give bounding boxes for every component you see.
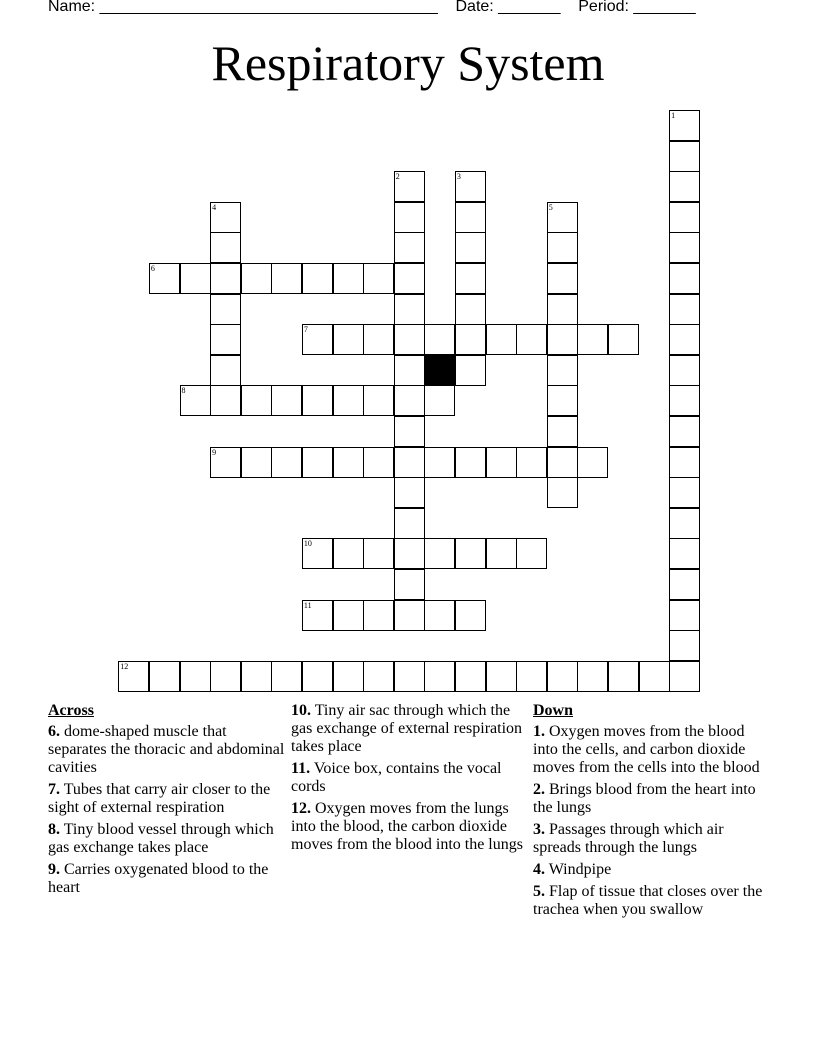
clue-text: Tiny blood vessel through which gas exchange takes place xyxy=(48,821,274,856)
crossword-cell[interactable] xyxy=(669,324,700,355)
crossword-cell[interactable] xyxy=(180,263,211,294)
crossword-cell[interactable] xyxy=(669,294,700,325)
crossword-cell[interactable] xyxy=(424,385,455,416)
crossword-cell[interactable] xyxy=(639,661,670,692)
clue-down-2 xyxy=(533,781,773,817)
crossword-cell[interactable] xyxy=(394,324,425,355)
crossword-cell[interactable] xyxy=(394,661,425,692)
crossword-cell[interactable] xyxy=(241,447,272,478)
across-clues-column xyxy=(48,702,288,901)
crossword-cell[interactable] xyxy=(149,661,180,692)
clue-text: Voice box, contains the vocal cords xyxy=(291,760,502,795)
clue-number: 7. xyxy=(48,781,60,798)
crossword-cell[interactable] xyxy=(669,477,700,508)
crossword-cell[interactable] xyxy=(394,569,425,600)
black-square xyxy=(424,355,455,386)
crossword-cell[interactable] xyxy=(210,324,241,355)
crossword-cell[interactable] xyxy=(394,538,425,569)
crossword-cell[interactable] xyxy=(210,202,241,233)
cell-number: 9 xyxy=(212,447,217,457)
cell-number: 8 xyxy=(181,386,186,396)
crossword-cell[interactable] xyxy=(669,232,700,263)
across-clues-column-continued xyxy=(291,702,531,858)
cell-number: 10 xyxy=(303,539,312,549)
clue-across-7 xyxy=(48,781,288,817)
crossword-cell[interactable] xyxy=(333,447,364,478)
crossword-cell[interactable] xyxy=(455,447,486,478)
crossword-cell[interactable] xyxy=(516,447,547,478)
crossword-cell[interactable] xyxy=(455,263,486,294)
clue-across-10 xyxy=(291,702,531,756)
clue-number: 4. xyxy=(533,861,545,878)
crossword-cell[interactable] xyxy=(608,324,639,355)
crossword-cell[interactable] xyxy=(302,661,333,692)
crossword-cell[interactable] xyxy=(302,263,333,294)
crossword-cell[interactable] xyxy=(394,294,425,325)
crossword-cell[interactable] xyxy=(547,385,578,416)
clue-across-8 xyxy=(48,821,288,857)
crossword-cell[interactable] xyxy=(669,569,700,600)
crossword-cell[interactable] xyxy=(180,385,211,416)
crossword-cell[interactable] xyxy=(669,171,700,202)
crossword-cell[interactable] xyxy=(394,171,425,202)
clue-down-5 xyxy=(533,883,773,919)
crossword-cell[interactable] xyxy=(547,232,578,263)
clue-number: 5. xyxy=(533,883,545,900)
crossword-cell[interactable] xyxy=(210,661,241,692)
crossword-cell[interactable] xyxy=(547,661,578,692)
crossword-cell[interactable] xyxy=(394,447,425,478)
crossword-cell[interactable] xyxy=(241,385,272,416)
clue-down-3 xyxy=(533,821,773,857)
crossword-cell[interactable] xyxy=(455,294,486,325)
clue-text: Windpipe xyxy=(548,861,612,878)
clue-text: Carries oxygenated blood to the heart xyxy=(48,861,269,896)
crossword-cell[interactable] xyxy=(333,538,364,569)
cell-number: 7 xyxy=(303,325,308,335)
crossword-cell[interactable] xyxy=(547,447,578,478)
crossword-cell[interactable] xyxy=(363,385,394,416)
crossword-cell[interactable] xyxy=(577,661,608,692)
crossword-cell[interactable] xyxy=(455,202,486,233)
crossword-cell[interactable] xyxy=(333,600,364,631)
crossword-cell[interactable] xyxy=(669,385,700,416)
cell-number: 2 xyxy=(395,172,400,182)
crossword-cell[interactable] xyxy=(394,263,425,294)
clue-across-12 xyxy=(291,800,531,854)
crossword-cell[interactable] xyxy=(210,232,241,263)
crossword-cell[interactable] xyxy=(669,416,700,447)
name-date-period-line: Name: ______________________________________ Date: _______ Period: _______ xyxy=(48,0,696,15)
crossword-cell[interactable] xyxy=(669,110,700,141)
crossword-cell[interactable] xyxy=(271,447,302,478)
clue-down-1 xyxy=(533,723,773,777)
crossword-cell[interactable] xyxy=(577,447,608,478)
across-heading: Across xyxy=(48,702,94,719)
crossword-cell[interactable] xyxy=(547,324,578,355)
crossword-cell[interactable] xyxy=(363,600,394,631)
crossword-cell[interactable] xyxy=(302,324,333,355)
crossword-cell[interactable] xyxy=(394,202,425,233)
clue-number: 9. xyxy=(48,861,60,878)
clue-number: 8. xyxy=(48,821,60,838)
crossword-cell[interactable] xyxy=(516,661,547,692)
crossword-cell[interactable] xyxy=(455,324,486,355)
clue-text: Oxygen moves from the lungs into the blood, the carbon dioxide moves from the blood into the lungs xyxy=(291,800,523,853)
cell-number: 11 xyxy=(303,600,312,610)
crossword-cell[interactable] xyxy=(363,263,394,294)
crossword-cell[interactable] xyxy=(455,538,486,569)
crossword-cell[interactable] xyxy=(180,661,211,692)
crossword-cell[interactable] xyxy=(455,600,486,631)
crossword-cell[interactable] xyxy=(210,355,241,386)
crossword-cell[interactable] xyxy=(516,324,547,355)
crossword-cell[interactable] xyxy=(302,385,333,416)
cell-number: 12 xyxy=(120,661,129,671)
crossword-cell[interactable] xyxy=(394,416,425,447)
clue-across-6 xyxy=(48,723,288,777)
crossword-cell[interactable] xyxy=(302,600,333,631)
cell-number: 6 xyxy=(150,264,155,273)
crossword-cell[interactable] xyxy=(333,385,364,416)
clue-text: Passages through which air spreads through the lungs xyxy=(533,821,724,856)
crossword-cell[interactable] xyxy=(547,202,578,233)
crossword-cell[interactable] xyxy=(363,538,394,569)
clue-number: 1. xyxy=(533,723,545,740)
crossword-cell[interactable] xyxy=(424,447,455,478)
crossword-cell[interactable] xyxy=(271,263,302,294)
crossword-cell[interactable] xyxy=(424,600,455,631)
crossword-cell[interactable] xyxy=(455,232,486,263)
crossword-cell[interactable] xyxy=(210,263,241,294)
crossword-cell[interactable] xyxy=(455,171,486,202)
crossword-cell[interactable] xyxy=(210,447,241,478)
crossword-cell[interactable] xyxy=(241,661,272,692)
crossword-cell[interactable] xyxy=(363,447,394,478)
crossword-cell[interactable] xyxy=(669,263,700,294)
crossword-cell[interactable] xyxy=(486,324,517,355)
clue-across-9 xyxy=(48,861,288,897)
crossword-cell[interactable] xyxy=(669,661,700,692)
crossword-cell[interactable] xyxy=(547,416,578,447)
cell-number: 4 xyxy=(212,202,217,212)
cell-number: 1 xyxy=(671,111,676,120)
crossword-cell[interactable] xyxy=(669,202,700,233)
crossword-cell[interactable] xyxy=(547,477,578,508)
crossword-cell[interactable] xyxy=(333,661,364,692)
crossword-cell[interactable] xyxy=(333,263,364,294)
clue-text: Oxygen moves from the blood into the cells, and carbon dioxide moves from the cells into the blood xyxy=(533,723,760,776)
clue-text: Brings blood from the heart into the lungs xyxy=(533,781,756,816)
down-heading: Down xyxy=(533,702,574,719)
crossword-cell[interactable] xyxy=(241,263,272,294)
crossword-cell[interactable] xyxy=(302,447,333,478)
clue-text: dome-shaped muscle that separates the thoracic and abdominal cavities xyxy=(48,723,285,776)
clue-number: 10. xyxy=(291,702,311,719)
crossword-cell[interactable] xyxy=(394,600,425,631)
crossword-cell[interactable] xyxy=(547,263,578,294)
crossword-cell[interactable] xyxy=(424,538,455,569)
crossword-cell[interactable] xyxy=(424,324,455,355)
crossword-cell[interactable] xyxy=(363,661,394,692)
down-clues-column xyxy=(533,702,773,923)
crossword-cell[interactable] xyxy=(547,355,578,386)
clue-number: 11. xyxy=(291,760,311,777)
crossword-cell[interactable] xyxy=(394,355,425,386)
cell-number: 3 xyxy=(456,172,461,182)
crossword-cell[interactable] xyxy=(669,447,700,478)
crossword-cell[interactable] xyxy=(333,324,364,355)
crossword-cell[interactable] xyxy=(394,385,425,416)
clue-number: 6. xyxy=(48,723,60,740)
crossword-cell[interactable] xyxy=(669,508,700,539)
clue-text: Tiny air sac through which the gas exchange of external respiration takes place xyxy=(291,702,523,755)
crossword-cell[interactable] xyxy=(486,661,517,692)
crossword-cell[interactable] xyxy=(424,661,455,692)
crossword-cell[interactable] xyxy=(394,232,425,263)
crossword-cell[interactable] xyxy=(118,661,149,692)
crossword-cell[interactable] xyxy=(577,324,608,355)
crossword-cell[interactable] xyxy=(363,324,394,355)
clue-number: 2. xyxy=(533,781,545,798)
crossword-cell[interactable] xyxy=(669,630,700,661)
crossword-cell[interactable] xyxy=(302,538,333,569)
clue-text: Flap of tissue that closes over the trachea when you swallow xyxy=(533,883,763,918)
crossword-cell[interactable] xyxy=(669,538,700,569)
crossword-cell[interactable] xyxy=(149,263,180,294)
cell-number: 5 xyxy=(548,202,553,212)
clue-across-11 xyxy=(291,760,531,796)
crossword-cell[interactable] xyxy=(455,661,486,692)
clue-number: 12. xyxy=(291,800,311,817)
crossword-cell[interactable] xyxy=(669,600,700,631)
crossword-cell[interactable] xyxy=(669,355,700,386)
crossword-cell[interactable] xyxy=(271,661,302,692)
crossword-cell[interactable] xyxy=(394,508,425,539)
crossword-cell[interactable] xyxy=(486,447,517,478)
crossword-cell[interactable] xyxy=(210,385,241,416)
crossword-cell[interactable] xyxy=(394,477,425,508)
crossword-cell[interactable] xyxy=(271,385,302,416)
crossword-cell[interactable] xyxy=(486,538,517,569)
clue-number: 3. xyxy=(533,821,545,838)
crossword-cell[interactable] xyxy=(669,141,700,172)
crossword-cell[interactable] xyxy=(455,355,486,386)
clue-down-4 xyxy=(533,861,773,879)
crossword-cell[interactable] xyxy=(516,538,547,569)
crossword-cell[interactable] xyxy=(608,661,639,692)
page-title: Respiratory System xyxy=(211,35,605,91)
crossword-cell[interactable] xyxy=(547,294,578,325)
clue-text: Tubes that carry air closer to the sight of external respiration xyxy=(48,781,271,816)
crossword-cell[interactable] xyxy=(210,294,241,325)
